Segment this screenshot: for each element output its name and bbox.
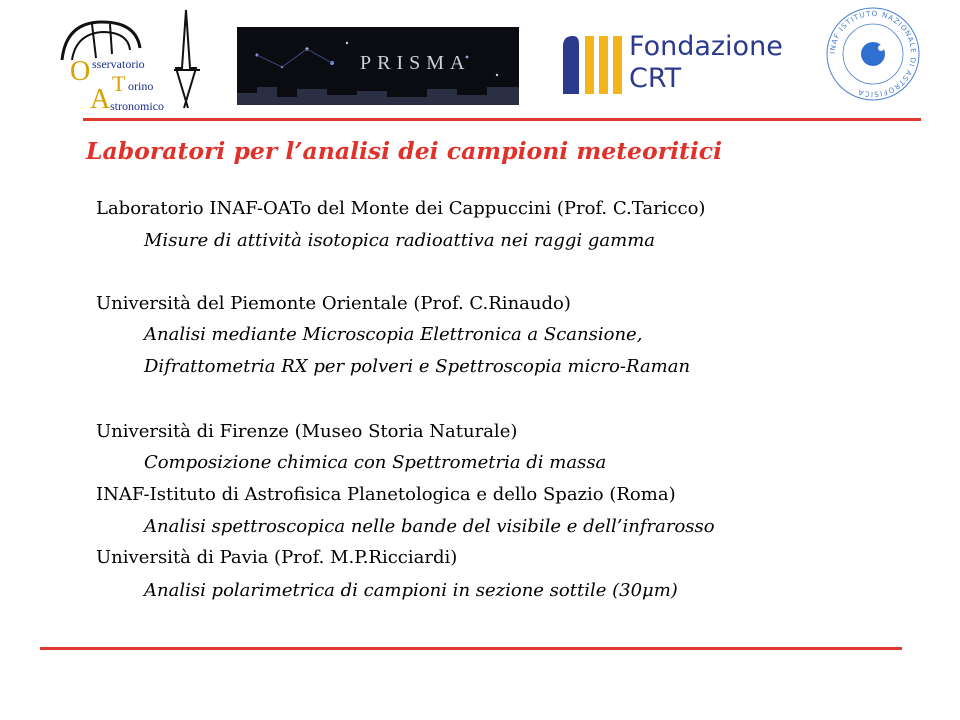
crt-bars-icon: [563, 34, 623, 96]
oato-line-3: stronomico: [110, 99, 164, 113]
crt-logo: [563, 30, 793, 100]
inaf-ring-text: INAF ISTITUTO NAZIONALE DI ASTROFISICA: [827, 8, 919, 100]
prisma-wordmark: PRISMA: [360, 52, 471, 74]
institution-4: INAF-Istituto di Astrofisica Planetologica e dello Spazio (Roma): [96, 484, 676, 505]
top-divider: [83, 118, 921, 121]
detail-1-1: Misure di attività isotopica radioattiva nei raggi gamma: [144, 230, 656, 251]
oato-cap-t: T: [112, 71, 126, 96]
institution-2: Università del Piemonte Orientale (Prof. C.Rinaudo): [96, 293, 571, 314]
bottom-divider: [40, 647, 902, 650]
detail-2-2: Difrattometria RX per polveri e Spettroscopia micro-Raman: [144, 356, 691, 377]
oato-cap-a: A: [90, 84, 111, 115]
crt-line-1: Fondazione: [629, 31, 783, 62]
institution-1: Laboratorio INAF-OATo del Monte dei Cappuccini (Prof. C.Taricco): [96, 198, 706, 219]
inaf-seal-icon: [823, 4, 923, 104]
oato-line-1: sservatorio: [92, 57, 145, 71]
crt-line-2: CRT: [629, 63, 682, 94]
detail-4-1: Analisi spettroscopica nelle bande del visibile e dell’infrarosso: [144, 516, 715, 537]
oato-logo: [56, 8, 204, 114]
detail-2-1: Analisi mediante Microscopia Elettronica a Scansione,: [144, 324, 643, 345]
institution-3: Università di Firenze (Museo Storia Naturale): [96, 421, 518, 442]
inaf-seal: [823, 4, 923, 104]
institution-5: Università di Pavia (Prof. M.P.Ricciardi): [96, 547, 458, 568]
slide-title: Laboratori per l’analisi dei campioni meteoritici: [86, 137, 723, 165]
prisma-logo: [237, 27, 519, 105]
oato-cap-o: O: [70, 56, 91, 87]
oato-line-2: orino: [128, 79, 154, 93]
detail-5-1: Analisi polarimetrica di campioni in sezione sottile (30μm): [144, 580, 678, 601]
detail-3-1: Composizione chimica con Spettrometria di massa: [144, 452, 607, 473]
